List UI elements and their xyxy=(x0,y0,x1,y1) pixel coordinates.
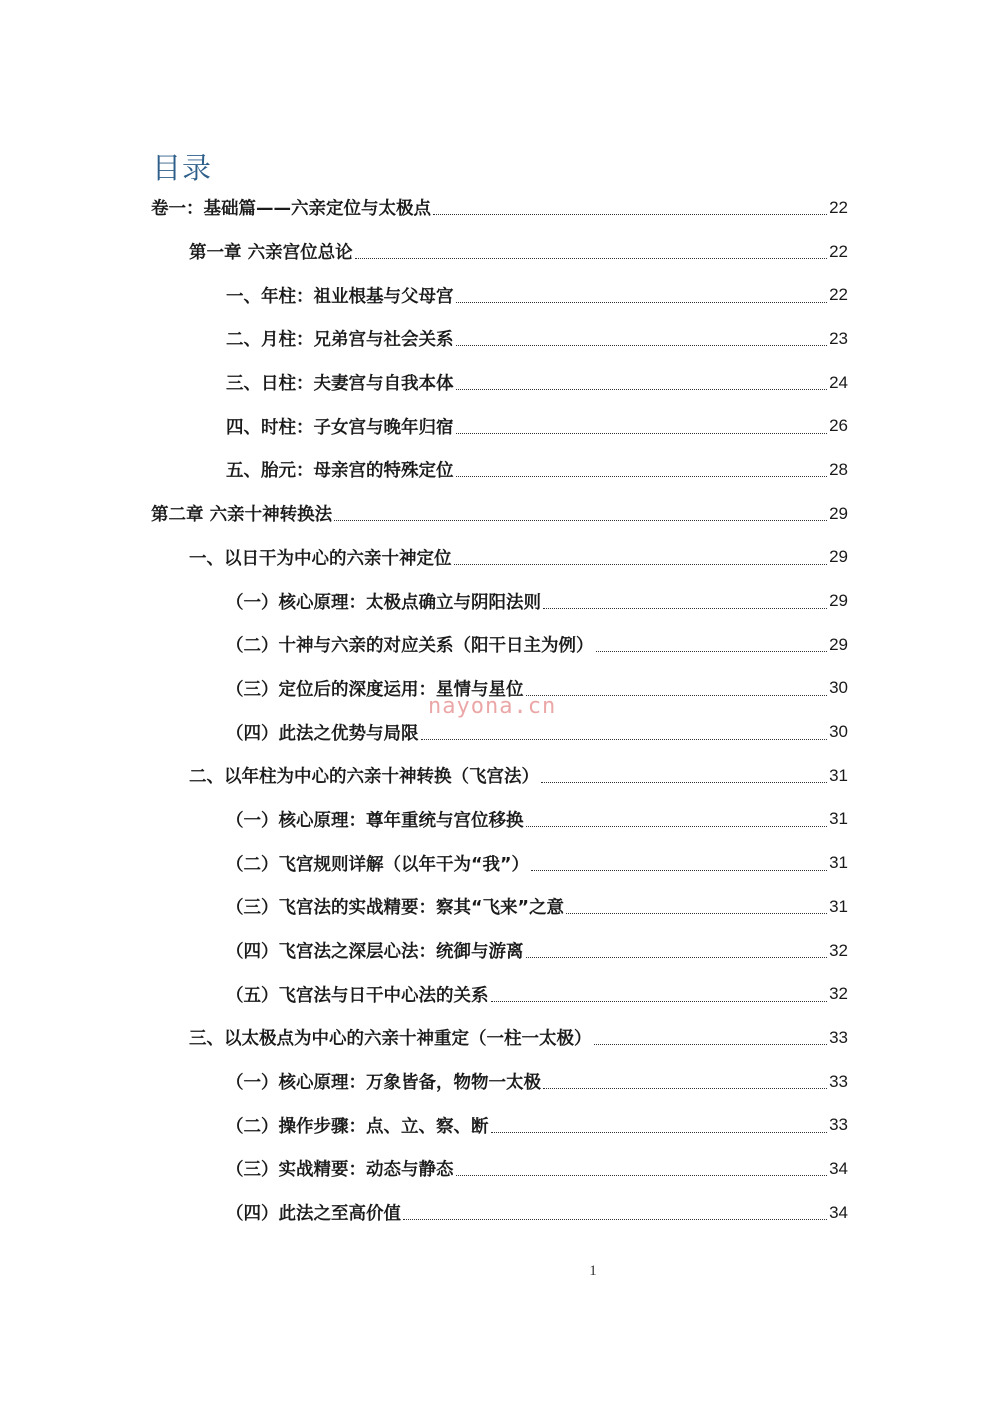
toc-dot-leader xyxy=(456,476,828,477)
toc-dot-leader xyxy=(526,826,828,827)
toc-entry[interactable] xyxy=(0,317,1000,361)
toc-entry-page: 34 xyxy=(829,1158,848,1178)
toc-entry[interactable] xyxy=(0,492,1000,536)
toc-entry-page: 22 xyxy=(829,241,848,261)
toc-entry-label: （四）此法之优势与局限 xyxy=(226,723,419,744)
toc-entry-page: 32 xyxy=(829,940,848,960)
toc-dot-leader xyxy=(541,782,827,783)
toc-entry-label: （一）核心原理：万象皆备，物物一太极 xyxy=(226,1073,541,1094)
toc-entry[interactable] xyxy=(0,579,1000,623)
toc-dot-leader xyxy=(596,651,828,652)
toc-entry[interactable] xyxy=(0,1103,1000,1147)
toc-entry-label: 五、胎元：母亲宫的特殊定位 xyxy=(226,461,454,482)
watermark: nayona.cn xyxy=(428,694,557,719)
toc-entry[interactable] xyxy=(0,186,1000,230)
toc-entry-page: 26 xyxy=(829,416,848,436)
toc-entry-page: 31 xyxy=(829,809,848,829)
toc-dot-leader xyxy=(421,739,828,740)
toc-dot-leader xyxy=(566,913,827,914)
toc-entry-page: 22 xyxy=(829,285,848,305)
toc-dot-leader xyxy=(491,1132,828,1133)
toc-entry[interactable] xyxy=(0,798,1000,842)
toc-entry-label: （一）核心原理：太极点确立与阴阳法则 xyxy=(226,592,541,613)
toc-entry[interactable] xyxy=(0,273,1000,317)
toc-dot-leader xyxy=(594,1044,828,1045)
toc-entry[interactable] xyxy=(0,841,1000,885)
toc-entry-page: 29 xyxy=(829,591,848,611)
toc-entry-page: 28 xyxy=(829,459,848,479)
toc-entry[interactable] xyxy=(0,1016,1000,1060)
toc-entry[interactable] xyxy=(0,404,1000,448)
toc-entry[interactable] xyxy=(0,885,1000,929)
toc-dot-leader xyxy=(454,564,828,565)
toc-dot-leader xyxy=(456,433,828,434)
toc-entry-label: （二）飞宫规则详解（以年干为“我”） xyxy=(226,854,530,875)
toc-dot-leader xyxy=(531,870,827,871)
toc-entry-page: 29 xyxy=(829,503,848,523)
toc-entry-page: 34 xyxy=(829,1202,848,1222)
toc-entry[interactable] xyxy=(0,972,1000,1016)
toc-entry-page: 32 xyxy=(829,984,848,1004)
toc-entry-page: 22 xyxy=(829,197,848,217)
toc-dot-leader xyxy=(456,1175,828,1176)
toc-entry[interactable] xyxy=(0,361,1000,405)
toc-entry-label: 三、以太极点为中心的六亲十神重定（一柱一太极） xyxy=(189,1029,592,1050)
toc-entry[interactable] xyxy=(0,929,1000,973)
toc-entry-page: 31 xyxy=(829,853,848,873)
toc-entry-page: 30 xyxy=(829,678,848,698)
toc-entry-label: 三、日柱：夫妻宫与自我本体 xyxy=(226,374,454,395)
toc-entry-page: 30 xyxy=(829,722,848,742)
toc-entry-label: （四）此法之至高价值 xyxy=(226,1204,401,1225)
toc-entry-label: 二、月柱：兄弟宫与社会关系 xyxy=(226,330,454,351)
toc-entry-label: （三）定位后的深度运用：星情与星位 xyxy=(226,679,524,700)
toc-entry-label: 第一章 六亲宫位总论 xyxy=(189,243,353,264)
toc-dot-leader xyxy=(355,258,827,259)
toc-entry-label: （二）操作步骤：点、立、察、断 xyxy=(226,1116,489,1137)
toc-entry-page: 29 xyxy=(829,634,848,654)
toc-dot-leader xyxy=(543,1088,827,1089)
toc-entry-label: （五）飞宫法与日干中心法的关系 xyxy=(226,985,489,1006)
toc-entry-label: 第二章 六亲十神转换法 xyxy=(151,505,333,526)
toc-entry[interactable] xyxy=(0,536,1000,580)
toc-entry-label: （四）飞宫法之深层心法：统御与游离 xyxy=(226,942,524,963)
toc-entry-label: 一、年柱：祖业根基与父母宫 xyxy=(226,286,454,307)
toc-entry-label: （二）十神与六亲的对应关系（阳干日主为例） xyxy=(226,636,594,657)
toc-entry-page: 33 xyxy=(829,1115,848,1135)
toc-entry[interactable] xyxy=(0,623,1000,667)
toc-entry[interactable] xyxy=(0,1191,1000,1235)
toc-entry-label: 一、以日干为中心的六亲十神定位 xyxy=(189,548,452,569)
toc-dot-leader xyxy=(526,695,828,696)
toc-entry-label: （一）核心原理：尊年重统与宫位移换 xyxy=(226,810,524,831)
toc-dot-leader xyxy=(491,1001,828,1002)
toc-entry-label: 二、以年柱为中心的六亲十神转换（飞宫法） xyxy=(189,767,539,788)
toc-entry[interactable] xyxy=(0,1060,1000,1104)
toc-dot-leader xyxy=(456,302,828,303)
toc-entry[interactable] xyxy=(0,230,1000,274)
toc-entry[interactable] xyxy=(0,448,1000,492)
toc-dot-leader xyxy=(433,214,827,215)
toc-entry-label: 四、时柱：子女宫与晚年归宿 xyxy=(226,417,454,438)
toc-dot-leader xyxy=(334,520,827,521)
toc-entry-page: 31 xyxy=(829,765,848,785)
toc-entry-page: 31 xyxy=(829,896,848,916)
toc-entry-page: 33 xyxy=(829,1071,848,1091)
toc-entry-label: （三）实战精要：动态与静态 xyxy=(226,1160,454,1181)
toc-entry-label: 卷一：基础篇——六亲定位与太极点 xyxy=(151,199,431,220)
toc-entry-page: 29 xyxy=(829,547,848,567)
toc-entry-label: （三）飞宫法的实战精要：察其“飞来”之意 xyxy=(226,898,565,919)
toc-title: 目录 xyxy=(152,151,213,185)
toc-entry-page: 33 xyxy=(829,1027,848,1047)
toc-dot-leader xyxy=(456,345,828,346)
toc-entry-page: 23 xyxy=(829,328,848,348)
toc-dot-leader xyxy=(403,1219,827,1220)
toc-dot-leader xyxy=(456,389,828,390)
toc-dot-leader xyxy=(543,608,827,609)
page-number: 1 xyxy=(589,1263,597,1279)
toc-dot-leader xyxy=(526,957,828,958)
toc-entry-page: 24 xyxy=(829,372,848,392)
toc-entry[interactable] xyxy=(0,754,1000,798)
toc-entry[interactable] xyxy=(0,1147,1000,1191)
